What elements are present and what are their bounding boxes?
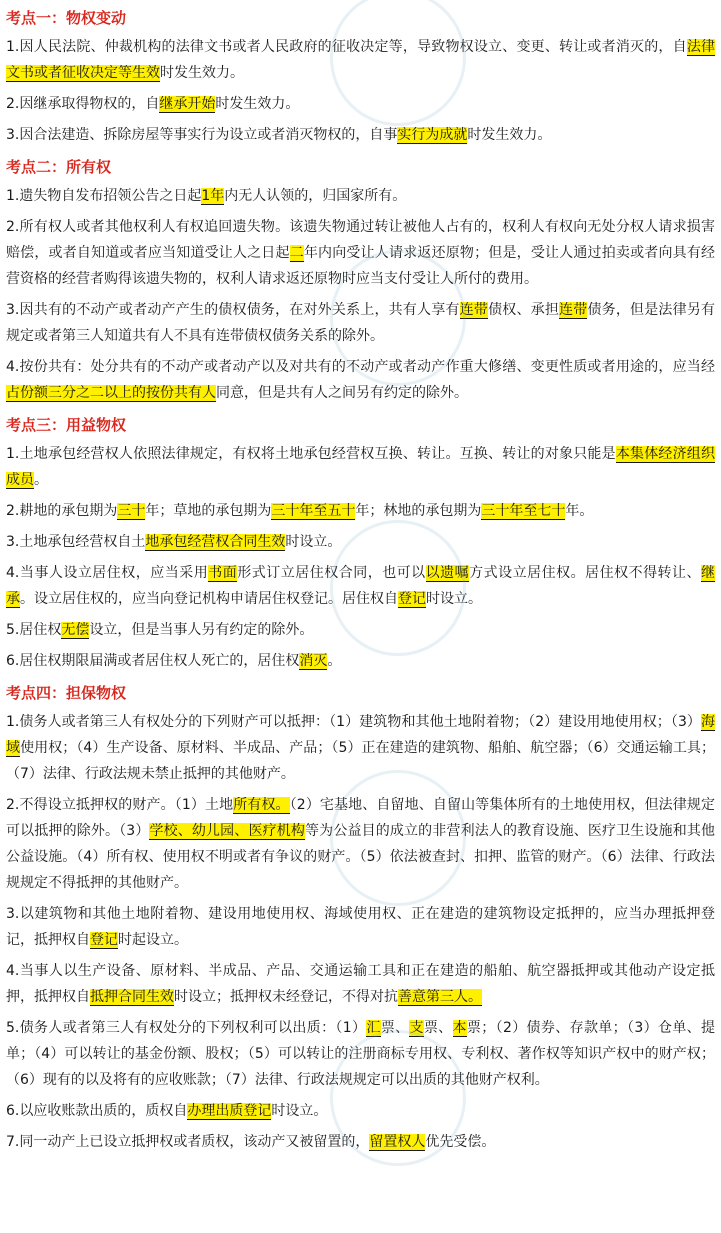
item-text: 4.当事人以生产设备、原材料、半成品、产品、交通运输工具和正在建造的船舶、航空器抵押或其他动产设定抵押，抵押权自 xyxy=(6,963,715,1005)
highlighted-term: 二 xyxy=(289,245,304,261)
item-text: 。 xyxy=(34,472,48,488)
highlighted-term: 登记 xyxy=(398,591,426,607)
list-item xyxy=(6,91,715,117)
highlighted-term: 三十 xyxy=(117,503,146,519)
item-text: 方式设立居住权。居住权不得转让、 xyxy=(469,565,702,581)
item-text: 票、 xyxy=(423,1020,453,1036)
item-text: 3.以建筑物和其他土地附着物、建设用地使用权、海域使用权、正在建造的建筑物设定抵押的，应当办理抵押登记，抵押权自 xyxy=(6,906,715,948)
item-text: 优先受偿。 xyxy=(425,1134,496,1150)
item-text: 5.债务人或者第三人有权处分的下列权利可以出质：（1） xyxy=(6,1020,367,1036)
highlighted-term: 学校、幼儿园、医疗机构 xyxy=(149,823,306,839)
item-text: 6.以应收账款出质的，质权自 xyxy=(6,1103,188,1119)
item-text: 债权、承担 xyxy=(488,302,560,318)
item-text: 4.按份共有：处分共有的不动产或者动产以及对共有的不动产或者动产作重大修缮、变更性质或者用途的，应当经 xyxy=(6,359,715,375)
item-text: 年；林地的承包期为 xyxy=(355,503,482,519)
item-text: 时设立。 xyxy=(271,1103,328,1119)
list-item xyxy=(6,1098,715,1124)
list-item xyxy=(6,1129,715,1155)
item-text: 1.债务人或者第三人有权处分的下列财产可以抵押：（1）建筑物和其他土地附着物；（2）建设用地使用权；（3） xyxy=(6,714,701,730)
item-text: 4.当事人设立居住权，应当采用 xyxy=(6,565,209,581)
list-item xyxy=(6,122,715,148)
highlighted-term: 法律文书或者征收决定等生效 xyxy=(6,39,716,81)
section-title: 考点二：所有权 xyxy=(6,158,112,176)
highlighted-term: 海域 xyxy=(6,714,715,756)
item-text: 3.因合法建造、拆除房屋等事实行为设立或者消灭物权的，自事 xyxy=(6,127,398,143)
item-text: 年内向受让人请求返还原物；但是，受让人通过拍卖或者向具有经营资格的经营者购得该遗失物的，权利人请求返还原物时应当支付受让人所付的费用。 xyxy=(6,245,716,287)
list-item xyxy=(6,560,715,612)
item-text: 等为公益目的成立的非营利法人的教育设施、医疗卫生设施和其他公益设施。（4）所有权、使用权不明或者有争议的财产。（5）依法被查封、扣押、监管的财产。（6）法律、行政法规规定不得抵押的其他财产。 xyxy=(6,823,715,891)
list-item xyxy=(6,617,715,643)
document-content xyxy=(6,4,715,1155)
item-text: 时发生效力。 xyxy=(160,65,244,81)
highlighted-term: 实行为成就 xyxy=(397,127,468,143)
item-text: 年；草地的承包期为 xyxy=(145,503,272,519)
highlighted-term: 以遗嘱 xyxy=(425,565,470,581)
item-text: 3.因共有的不动产或者动产产生的债权债务，在对外关系上，共有人享有 xyxy=(6,302,460,318)
item-text: 年。 xyxy=(565,503,594,519)
item-text: 债务，但是法律另有规定或者第三人知道共有人不具有连带债权债务关系的除外。 xyxy=(6,302,716,344)
highlighted-term: 办理出质登记 xyxy=(187,1103,272,1119)
highlighted-term: 占份额三分之二以上的按份共有人 xyxy=(6,385,216,401)
item-text: （2）宅基地、自留地、自留山等集体所有的土地使用权，但法律规定可以抵押的除外。（3） xyxy=(6,797,716,839)
section-title: 考点四：担保物权 xyxy=(6,684,127,702)
item-text: 1.因人民法院、仲裁机构的法律文书或者人民政府的征收决定等，导致物权设立、变更、转让或者消灭的，自 xyxy=(6,39,687,55)
item-text: 形式订立居住权合同，也可以 xyxy=(237,565,426,581)
item-text: 6.居住权期限届满或者居住权人死亡的，居住权 xyxy=(6,653,300,669)
highlighted-term: 抵押合同生效 xyxy=(90,989,174,1005)
item-text: 同意，但是共有人之间另有约定的除外。 xyxy=(216,385,468,401)
highlighted-term: 支 xyxy=(409,1020,424,1036)
item-text: 票、 xyxy=(380,1020,410,1036)
item-text: 时设立。 xyxy=(426,591,482,607)
list-item xyxy=(6,1015,715,1093)
item-text: 1.遗失物自发布招领公告之日起 xyxy=(6,188,202,204)
list-item xyxy=(6,214,715,292)
highlighted-term: 本集体经济组织成员 xyxy=(6,446,716,488)
list-item xyxy=(6,354,715,406)
list-item xyxy=(6,297,715,349)
section-title: 考点一：物权变动 xyxy=(6,9,127,27)
item-text: 7.同一动产上已设立抵押权或者质权，该动产又被留置的， xyxy=(6,1134,370,1150)
item-text: 内无人认领的，归国家所有。 xyxy=(224,188,407,204)
list-item xyxy=(6,709,715,787)
item-text: 2.所有权人或者其他权利人有权追回遗失物。该遗失物通过转让被他人占有的，权利人有权向无处分权人请求损害赔偿，或者自知道或者应当知道受让人之日起 xyxy=(6,219,715,261)
highlighted-term: 1年 xyxy=(201,188,225,204)
list-item xyxy=(6,958,715,1010)
highlighted-term: 本 xyxy=(452,1020,467,1036)
item-text: 时设立；抵押权未经登记，不得对抗 xyxy=(174,989,398,1005)
item-text: 时发生效力。 xyxy=(467,127,552,143)
highlighted-term: 继承 xyxy=(6,565,716,607)
item-text: 2.耕地的承包期为 xyxy=(6,503,118,519)
highlighted-term: 汇 xyxy=(366,1020,381,1036)
item-text: 2.不得设立抵押权的财产。（1）土地 xyxy=(6,797,234,813)
list-item xyxy=(6,529,715,555)
list-item xyxy=(6,183,715,209)
highlighted-term: 三十年至七十 xyxy=(481,503,566,519)
list-item xyxy=(6,34,715,86)
item-text: 时发生效力。 xyxy=(215,96,300,112)
highlighted-term: 继承开始 xyxy=(159,96,216,112)
item-text: 5.居住权 xyxy=(6,622,62,638)
highlighted-term: 所有权。 xyxy=(233,797,290,813)
highlighted-term: 书面 xyxy=(208,565,238,581)
item-text: 票；（2）债券、存款单；（3）仓单、提单；（4）可以转让的基金份额、股权；（5）可以转让的注册商标专用权、专利权、著作权等知识产权中的财产权；（6）现有的以及将有的应收账款；（7）法律、行政法规规定可以出质的其他财产权利。 xyxy=(6,1020,716,1088)
item-text: 2.因继承取得物权的，自 xyxy=(6,96,160,112)
highlighted-term: 无偿 xyxy=(61,622,90,638)
list-item xyxy=(6,792,715,896)
item-text: 。 xyxy=(327,653,342,669)
highlighted-term: 连带 xyxy=(559,302,588,318)
item-text: 时设立。 xyxy=(285,534,342,550)
item-text: 。设立居住权的，应当向登记机构申请居住权登记。居住权自 xyxy=(20,591,398,607)
highlighted-term: 连带 xyxy=(459,302,489,318)
item-text: 时起设立。 xyxy=(118,932,188,948)
highlighted-term: 登记 xyxy=(90,932,118,948)
highlighted-term: 地承包经营权合同生效 xyxy=(145,534,286,550)
item-text: 使用权；（4）生产设备、原材料、半成品、产品；（5）正在建造的建筑物、船舶、航空器；（6）交通运输工具；（7）法律、行政法规未禁止抵押的其他财产。 xyxy=(6,740,716,782)
list-item xyxy=(6,901,715,953)
item-text: 设立，但是当事人另有约定的除外。 xyxy=(89,622,314,638)
item-text: 3.土地承包经营权自土 xyxy=(6,534,146,550)
list-item xyxy=(6,648,715,674)
highlighted-term: 留置权人 xyxy=(369,1134,426,1150)
list-item xyxy=(6,498,715,524)
highlighted-term: 消灭 xyxy=(299,653,328,669)
item-text: 1.土地承包经营权人依照法律规定，有权将土地承包经营权互换、转让。互换、转让的对象只能是 xyxy=(6,446,616,462)
list-item xyxy=(6,441,715,493)
section-title: 考点三：用益物权 xyxy=(6,416,127,434)
highlighted-term: 善意第三人。 xyxy=(398,989,482,1005)
highlighted-term: 三十年至五十 xyxy=(271,503,356,519)
